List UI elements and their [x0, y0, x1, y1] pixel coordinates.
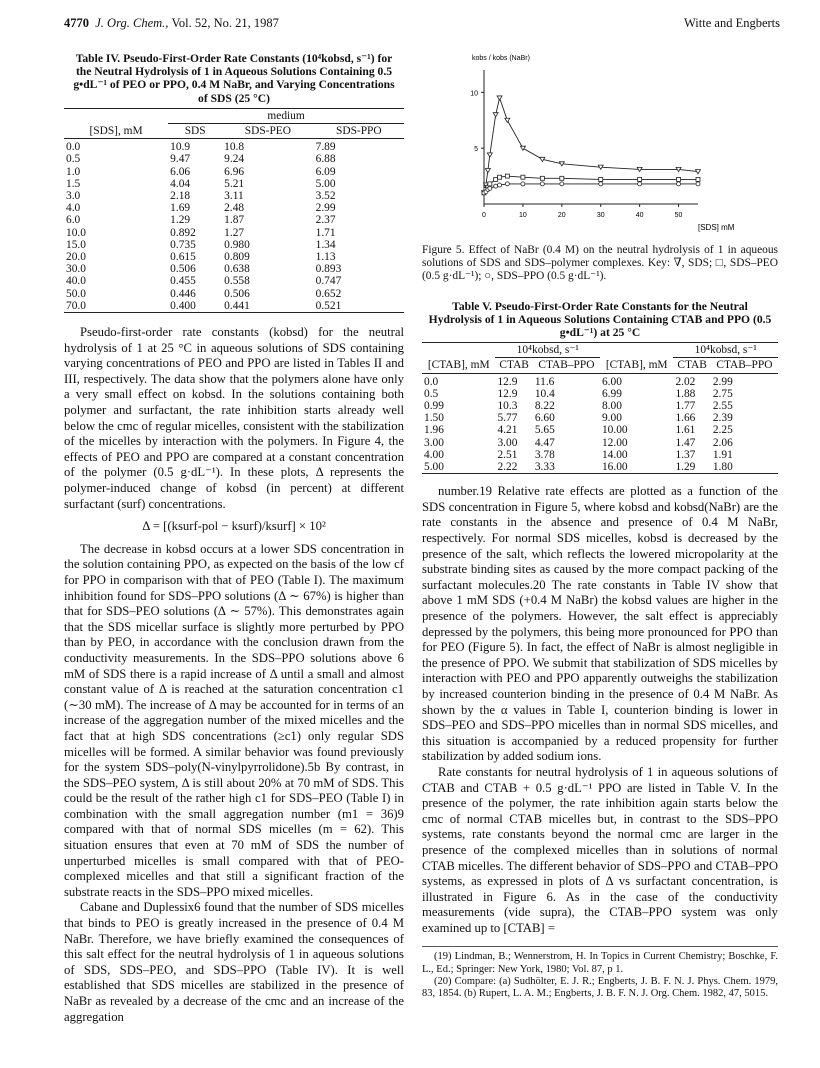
- table4-cell: 1.29: [170, 214, 191, 227]
- table4-cell: 0.980: [224, 238, 250, 251]
- table4-cell: 2.37: [315, 214, 336, 227]
- table5-cell: 2.51: [497, 448, 518, 461]
- table4-cell: 1.71: [315, 226, 336, 239]
- figure5-series: [482, 96, 701, 195]
- figure5-point-triangle: [493, 113, 498, 117]
- table5-cell: 0.0: [424, 375, 439, 388]
- table5-cell: 1.91: [712, 448, 733, 461]
- figure5-x-tick-label: 30: [596, 212, 605, 219]
- footnotes: [422, 946, 778, 1000]
- table4-row: [64, 202, 404, 214]
- table4-cell: 5.00: [315, 177, 336, 190]
- table5: [422, 342, 778, 473]
- table5-row: [422, 449, 778, 461]
- table4-row: [64, 288, 404, 300]
- left-paragraph-1: Pseudo-first-order rate constants (kobsd) for the neutral hydrolysis of 1 at 25 °C in aqueous solutions of SDS containing varying concentrations of PEO and PPO are listed in Tables II and III, respectively. The data show that the polymers alone have only a very small effect on kobsd. In the solutions containing both polymer and surfactant, the rate inhibition starts already well below the cmc of regular micelles, consistent with the stabilization of the micelles by interaction with the polymers. In Figure 4, the effects of PEO and PPO are compared at a constant concentration of the polymer (0.5 g·dL⁻¹). In these plots, Δ represents the polymer-induced change of kobsd (in percent) at different surfactant (surf) concentrations.: [64, 325, 404, 511]
- table4-cell: 0.455: [170, 275, 196, 288]
- table5-cell: 1.47: [675, 436, 696, 449]
- table4-row: [64, 166, 404, 178]
- table5-col-header: [CTAB], mM: [605, 359, 668, 372]
- footnote-20: (20) Compare: (a) Sudhölter, E. J. R.; Engberts, J. B. F. N. J. Phys. Chem. 1979, 83, 1854. (b) Rupert, L. A. M.; Engberts, J. B. F. N. J. Org. Chem. 1982, 47, 5015.: [422, 975, 778, 1000]
- table5-cell: 1.50: [424, 412, 444, 425]
- table4-cell: 6.96: [224, 165, 245, 178]
- table5-cell: 2.22: [497, 461, 518, 474]
- table5-cell: 3.00: [497, 436, 518, 449]
- table4-row: [64, 139, 404, 154]
- table5-cell: 12.00: [601, 436, 628, 449]
- table4-cell: 20.0: [66, 251, 86, 264]
- table5-row: [422, 400, 778, 412]
- figure5-point-circle: [505, 182, 509, 186]
- table4-cell: 70.0: [66, 299, 86, 312]
- table4-cell: 0.558: [224, 275, 250, 288]
- table5-cell: 5.77: [497, 412, 518, 425]
- table4-cell: 9.24: [224, 153, 245, 166]
- figure5-x-tick-label: 50: [674, 212, 683, 219]
- table5-cell: 3.33: [534, 461, 555, 474]
- figure5-plot: [422, 52, 778, 240]
- table5-cell: 2.55: [712, 400, 733, 413]
- left-paragraph-2: The decrease in kobsd occurs at a lower SDS concentration in the solution containing PPO, as expected on the basis of the low cf for PPO in comparison with that of PEO (Table I). The maximum inhibition found for SDS–PPO solutions (Δ ∼ 67%) is higher than that for SDS–PEO solutions (Δ ∼ 57%). This demonstrates again that the SDS micellar surface is slightly more perturbed by PPO than by PEO, in accordance with the conclusion drawn from the conductivity measurements. In the SDS–PPO solutions above 6 mM of SDS there is a rapid increase of Δ until a small and almost constant value of Δ is reached at the saturation concentration c1 (∼30 mM). The increase of Δ may be accounted for in terms of an increase of the aggregation number of the mixed micelles and the fact that at high SDS concentrations (≥c1) only regular SDS micelles will be formed. A similar behavior was found previously for the system SDS–poly(N-vinylpyrrolidone).5b By contrast, in the SDS–PEO system, Δ is still about 20% at 70 mM of SDS. This could be the result of the rather high c1 for SDS–PEO (Table I) in combination with the small aggregation number (m1 = 36)9 compared with that of normal SDS micelles (m = 62). This situation ensures that even at 70 mM of SDS the number of unperturbed micelles is small compared with that of PEO-complexed micelles and that still a significant fraction of the substrate reacts in the SDS–PPO mixed micelles.: [64, 541, 404, 899]
- table5-row: [422, 373, 778, 388]
- table4-row: [64, 214, 404, 226]
- table5-cell: 2.39: [712, 412, 733, 425]
- figure5-point-circle: [638, 182, 642, 186]
- figure5-point-square: [677, 177, 681, 181]
- table5-cell: 1.88: [675, 387, 696, 400]
- table5-cell: 6.60: [534, 412, 555, 425]
- volume-info: Vol. 52, No. 21, 1987: [171, 16, 279, 30]
- table4-cell: 0.0: [66, 141, 81, 154]
- table4-cell: 50.0: [66, 287, 86, 300]
- table4-cell: 4.0: [66, 202, 81, 215]
- table4-cell: 0.5: [66, 153, 81, 166]
- table4-cell: 40.0: [66, 275, 86, 288]
- figure5-point-square: [696, 177, 700, 181]
- table4: [64, 108, 404, 312]
- table5-cell: 10.4: [534, 387, 555, 400]
- table5-cell: 2.06: [712, 436, 733, 449]
- table4-col-header: SDS-PPO: [336, 125, 382, 138]
- table4-cell: 9.47: [170, 153, 191, 166]
- table5-cell: 4.00: [424, 448, 444, 461]
- header-authors: Witte and Engberts: [684, 16, 780, 30]
- table4-cell: 3.11: [224, 190, 244, 203]
- table4-row: [64, 227, 404, 239]
- right-column: [422, 52, 778, 1000]
- table4-row: [64, 251, 404, 263]
- table5-cell: 3.78: [534, 448, 555, 461]
- table4-cell: 10.0: [66, 226, 86, 239]
- table5-cell: 1.66: [675, 412, 696, 425]
- table5-cell: 8.00: [601, 400, 622, 413]
- table4-caption: Table IV. Pseudo-First-Order Rate Constants (10⁴kobsd, s⁻¹) for the Neutral Hydrolysis of 1 in Aqueous Solutions Containing 0.5 g•dL⁻¹ of PEO or PPO, 0.4 M NaBr, and Varying Concentrations of SDS (25 °C): [73, 52, 395, 105]
- table4-cell: 1.0: [66, 165, 81, 178]
- table4-cell: 3.0: [66, 190, 81, 203]
- table5-cell: 1.80: [712, 461, 733, 474]
- table5-group-label-left: 10⁴kobsd, s⁻¹: [495, 343, 600, 358]
- table4-cell: 1.69: [170, 202, 191, 215]
- right-paragraph-1: number.19 Relative rate effects are plotted as a function of the SDS concentration in Figure 5, where kobsd and kobsd(NaBr) are the rate constants in the absence and presence of 0.4 M NaBr, respectively. For normal SDS micelles, kobsd is decreased by the presence of the salt, which reflects the lowered micropolarity at the substrate binding sites as caused by the more compact packing of the surfactant molecules.20 The rate constants in Table IV show that above 1 mM SDS (+0.4 M NaBr) the kobsd values are higher in the presence of the polymers. However, the salt effect is appreciably depressed by the polymers, this being more pronounced for PPO than for PEO (Figure 5). In fact, the effect of NaBr is almost negligible in the presence of PPO. We submit that stabilization of SDS micelles by interaction with PEO and PPO apparently outweighs the stabilization by increased counterion binding in the presence of 0.4 M NaBr. As shown by the α values in Table I, counterion binding is lower in SDS–PEO and SDS–PPO micelles than in normal SDS micelles, and this situation is accompanied by a reduced propensity for further stabilization by added sodium ions.: [422, 484, 778, 764]
- table4-col-header: SDS-PEO: [244, 125, 291, 138]
- table5-col-header: CTAB–PPO: [538, 359, 595, 372]
- table4-cell: 2.48: [224, 202, 245, 215]
- table5-cell: 4.47: [534, 436, 555, 449]
- figure5-point-circle: [677, 182, 681, 186]
- table4-cell: 6.88: [315, 153, 336, 166]
- table5-cell: 1.96: [424, 424, 444, 437]
- left-column: [64, 52, 404, 1025]
- table4-bottom-rule: [64, 312, 404, 313]
- table5-body: [422, 373, 778, 473]
- table5-cell: 1.37: [675, 448, 696, 461]
- table4-cell: 1.34: [315, 238, 336, 251]
- figure5-point-square: [505, 174, 509, 178]
- table4-cell: 2.99: [315, 202, 336, 215]
- figure5-point-triangle: [520, 146, 525, 150]
- figure5-series-line-circle: [484, 184, 698, 193]
- table4-cell: 0.638: [224, 263, 250, 276]
- table5-cell: 5.65: [534, 424, 555, 437]
- figure5-point-circle: [560, 182, 564, 186]
- table4-cell: 1.5: [66, 177, 81, 190]
- page-header: [64, 16, 780, 34]
- figure5-point-triangle: [505, 118, 510, 122]
- table5-cell: 12.9: [497, 387, 518, 400]
- table5-row: [422, 412, 778, 424]
- figure5-point-square: [540, 176, 544, 180]
- table5-bottom-rule: [422, 473, 778, 474]
- table4-cell: 0.446: [170, 287, 196, 300]
- table5-cell: 1.29: [675, 461, 696, 474]
- journal-name: J. Org. Chem.,: [95, 16, 169, 30]
- left-paragraph-3: Cabane and Duplessix6 found that the number of SDS micelles that binds to PEO is greatly increased in the presence of 0.4 M NaBr. Therefore, we have briefly examined the consequences of this salt effect for the neutral hydrolysis of 1 in aqueous solutions of SDS, SDS–PEO, and SDS–PPO (Table IV). It is well established that SDS micelles are stabilized in the presence of NaBr as revealed by a decrease of the cmc and an increase of the aggregation: [64, 900, 404, 1024]
- delta-equation: Δ = [(ksurf-pol − ksurf)/ksurf] × 10²: [142, 519, 326, 534]
- figure5-point-square: [498, 175, 502, 179]
- table4-cell: 0.747: [315, 275, 342, 288]
- table4-cell: 2.18: [170, 190, 191, 203]
- table4-row: [64, 275, 404, 287]
- table5-cell: 0.5: [424, 387, 439, 400]
- figure5-y-tick-label: 5: [474, 146, 478, 154]
- table5-cell: 14.00: [601, 448, 628, 461]
- table4-cell: 0.506: [224, 287, 250, 300]
- table4-cell: 5.21: [224, 177, 245, 190]
- table5-col-header: CTAB: [499, 359, 529, 372]
- table5-cell: 2.25: [712, 424, 733, 437]
- table4-row: [64, 263, 404, 275]
- table4-cell: 6.06: [170, 165, 191, 178]
- figure5-series-line-triangle: [484, 98, 698, 193]
- table5-cell: 2.02: [675, 375, 696, 388]
- table4-cell: 0.441: [224, 299, 250, 312]
- table4-cell: 6.0: [66, 214, 81, 227]
- table4-cell: 0.400: [170, 299, 196, 312]
- figure5-axes: [470, 70, 698, 219]
- table4-medium-label: medium: [168, 108, 404, 123]
- table4-cell: 7.89: [315, 141, 336, 154]
- table4-body: [64, 139, 404, 312]
- figure5-point-circle: [599, 182, 603, 186]
- table4-cell: 3.52: [315, 190, 336, 203]
- table4-cell: 0.521: [315, 299, 342, 312]
- table4-cell: 0.735: [170, 238, 196, 251]
- table5-row: [422, 461, 778, 473]
- table4-cell: 30.0: [66, 263, 86, 276]
- table4-col-header: [SDS], mM: [89, 124, 143, 137]
- table5-cell: 3.00: [424, 436, 444, 449]
- table5-cell: 10.00: [601, 424, 628, 437]
- table4-row: [64, 190, 404, 202]
- table4-cell: 1.13: [315, 251, 336, 264]
- figure5-point-circle: [521, 182, 525, 186]
- table5-row: [422, 388, 778, 400]
- table4-cell: 1.27: [224, 226, 245, 239]
- table4-cell: 0.506: [170, 263, 196, 276]
- figure5-point-square: [494, 177, 498, 181]
- table4-cell: 0.652: [315, 287, 342, 300]
- figure5-series-line-square: [484, 176, 698, 193]
- table5-cell: 1.61: [675, 424, 696, 437]
- page-number: 4770: [64, 16, 89, 30]
- table4-row: [64, 178, 404, 190]
- table5-cell: 5.00: [424, 461, 444, 474]
- footnote-19: (19) Lindman, B.; Wennerstrom, H. In Topics in Current Chemistry; Boschke, F. L., Ed.; Springer: New York, 1980; Vol. 87, p 1.: [422, 951, 778, 975]
- table4-blank-head: [64, 108, 168, 123]
- table5-cell: 1.77: [675, 400, 696, 413]
- table4-row: [64, 153, 404, 165]
- figure5-point-square: [560, 176, 564, 180]
- table5-row: [422, 437, 778, 449]
- table5-cell: 6.00: [601, 375, 622, 388]
- table4-cell: 6.09: [315, 165, 336, 178]
- table5-row: [422, 424, 778, 436]
- table5-cell: 11.6: [534, 375, 555, 388]
- figure5-x-tick-label: 10: [519, 212, 527, 219]
- table4-row: [64, 239, 404, 251]
- figure5-point-circle: [498, 183, 502, 187]
- table5-cell: 8.22: [534, 400, 555, 413]
- table4-cell: 1.87: [224, 214, 245, 227]
- table5-caption: Table V. Pseudo-First-Order Rate Constants for the Neutral Hydrolysis of 1 in Aqueous Solutions Containing CTAB and PPO (0.5 g•dL⁻¹) at 25 °C: [428, 299, 772, 340]
- figure5-y-title: kobs / kobs (NaBr): [472, 55, 530, 62]
- table5-cell: 16.00: [601, 461, 628, 474]
- figure5-x-tick-label: 40: [635, 212, 644, 219]
- figure5-x-unit: [SDS] mM: [698, 223, 735, 232]
- table5-group-label-right: 10⁴kobsd, s⁻¹: [673, 343, 778, 358]
- table5-col-header: CTAB–PPO: [716, 359, 773, 372]
- right-paragraph-2: Rate constants for neutral hydrolysis of 1 in aqueous solutions of CTAB and CTAB + 0.5 g·dL⁻¹ PPO are listed in Table V. In the presence of the polymer, the rate inhibition again starts below the cmc of normal CTAB micelles but, in contrast to the SDS–PPO systems, rate constants beyond the normal cmc are larger in the presence of the complexed micelles than in solutions of normal CTAB micelles. The different behavior of SDS–PPO and CTAB–PPO systems, as expressed in plots of Δ vs surfactant concentration, is illustrated in Figure 6. As in the case of the conductivity measurements (vide supra), the CTAB–PPO system was only examined up to [CTAB] =: [422, 764, 778, 935]
- table5-cell: 2.75: [712, 387, 733, 400]
- figure5-point-circle: [488, 186, 492, 190]
- figure5-x-tick-label: 0: [482, 212, 486, 219]
- table5-col-header: CTAB: [677, 359, 707, 372]
- table5-cell: 0.99: [424, 400, 444, 413]
- table4-cell: 0.893: [315, 263, 342, 276]
- figure5-x-tick-label: 20: [557, 212, 566, 219]
- figure5: [422, 52, 778, 240]
- table4-cell: 10.8: [224, 141, 245, 154]
- header-left: [64, 16, 279, 31]
- table4-cell: 15.0: [66, 238, 86, 251]
- table5-cell: 6.99: [601, 387, 622, 400]
- figure5-point-circle: [494, 184, 498, 188]
- figure5-point-square: [488, 182, 492, 186]
- figure5-point-triangle: [497, 96, 502, 100]
- table4-cell: 0.809: [224, 251, 250, 264]
- table5-col-header: [CTAB], mM: [427, 359, 490, 372]
- figure5-point-square: [521, 175, 525, 179]
- figure5-point-square: [638, 177, 642, 181]
- table5-cell: 2.99: [712, 375, 733, 388]
- figure5-y-tick-label: 10: [470, 90, 478, 98]
- figure5-point-square: [599, 177, 603, 181]
- table4-cell: 0.892: [170, 226, 196, 239]
- figure5-point-triangle: [485, 169, 490, 173]
- figure5-point-circle: [540, 182, 544, 186]
- figure5-caption: Figure 5. Effect of NaBr (0.4 M) on the neutral hydrolysis of 1 in aqueous solutions of SDS and SDS–polymer complexes. Key: ∇, SDS; □, SDS–PEO (0.5 g·dL⁻¹); ○, SDS–PPO (0.5 g·dL⁻¹).: [422, 244, 778, 283]
- table4-cell: 10.9: [170, 141, 191, 154]
- table5-cell: 4.21: [497, 424, 518, 437]
- table4-cell: 0.615: [170, 251, 196, 264]
- table4-row: [64, 300, 404, 312]
- figure5-point-circle: [696, 182, 700, 186]
- figure5-point-triangle: [487, 153, 492, 157]
- table5-cell: 10.3: [497, 400, 518, 413]
- table5-cell: 9.00: [601, 412, 622, 425]
- table5-cell: 12.9: [497, 375, 518, 388]
- table4-cell: 4.04: [170, 177, 191, 190]
- table4-col-header: SDS: [184, 125, 206, 138]
